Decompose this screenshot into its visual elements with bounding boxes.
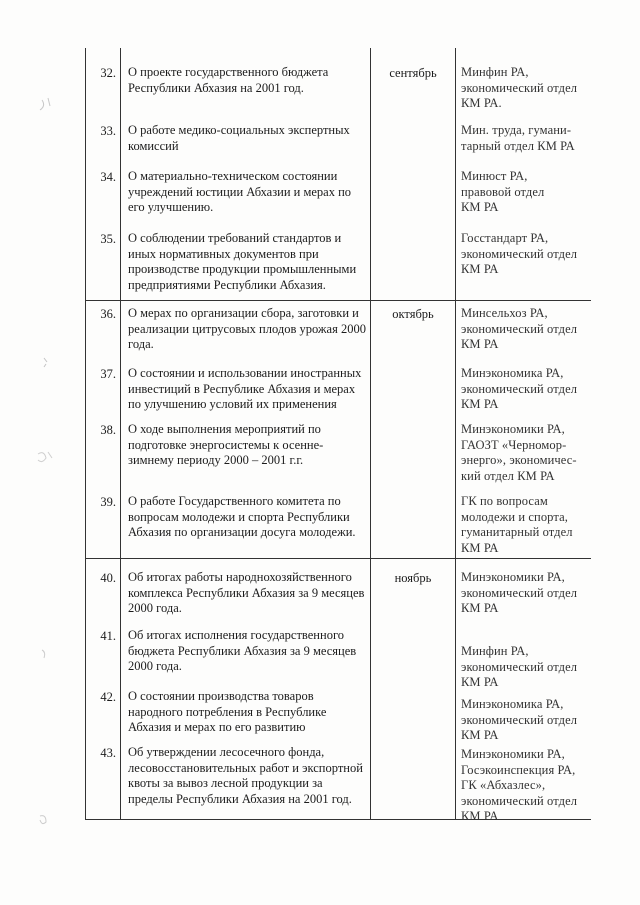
row-number: 41. [100, 629, 116, 643]
row-responsible: Мин. труда, гумани- тарный отдел КМ РА [461, 123, 575, 153]
plan-table [85, 48, 591, 823]
row-number: 38. [100, 423, 116, 437]
row-number: 40. [100, 571, 116, 585]
row-topic: О работе медико-социальных экспертных комиссий [128, 123, 350, 153]
month-separator-november [85, 558, 591, 559]
row-topic: О проекте государственного бюджета Республики Абхазия на 2001 год. [128, 65, 329, 95]
row-number: 39. [100, 495, 116, 509]
row-number: 37. [100, 367, 116, 381]
row-responsible: Минэкономика РА, экономический отдел КМ РА [461, 366, 578, 411]
row-responsible: Минфин РА, экономический отдел КМ РА [461, 644, 578, 689]
row-topic: О мерах по организации сбора, заготовки и реализации цитрусовых плодов урожая 2000 года. [128, 306, 366, 351]
row-responsible: Минюст РА, правовой отдел КМ РА [461, 169, 545, 214]
row-number: 42. [100, 690, 116, 704]
row-number: 32. [100, 66, 116, 80]
row-topic: О материально-техническом состоянии учреждений юстиции Абхазии и мерах по его улучшению. [128, 169, 352, 214]
row-topic: О состоянии и использовании иностранных инвестиций в Республике Абхазия и мерах по улучшению условий их применения [128, 366, 362, 411]
row-number: 35. [100, 232, 116, 246]
scan-artifact-marks [28, 90, 68, 850]
row-topic: О состоянии производства товаров народного потребления в Республике Абхазия и мерах по его развитию [128, 689, 327, 734]
row-month: октябрь [392, 307, 434, 321]
row-month: сентябрь [389, 66, 437, 80]
column-divider-month [455, 48, 456, 819]
column-divider-number [120, 48, 121, 819]
row-topic: Об итогах работы народнохозяйственного комплекса Республики Абхазия за 9 месяцев 2000 года. [128, 570, 365, 615]
row-topic: Об итогах исполнения государственного бюджета Республики Абхазия за 9 месяцев 2000 года. [128, 628, 357, 673]
row-month: ноябрь [394, 571, 432, 585]
row-topic: О работе Государственного комитета по вопросам молодежи и спорта Республики Абхазия по организации досуга молодежи. [128, 494, 356, 539]
row-number: 43. [100, 746, 116, 760]
row-number: 36. [100, 307, 116, 321]
row-responsible: Минэкономики РА, ГАОЗТ «Черномор- энерго», экономичес- кий отдел КМ РА [461, 422, 577, 483]
row-responsible: ГК по вопросам молодежи и спорта, гуманитарный отдел КМ РА [461, 494, 573, 555]
column-divider-topic [370, 48, 371, 819]
row-responsible: Минсельхоз РА, экономический отдел КМ РА [461, 306, 578, 351]
row-number: 34. [100, 170, 116, 184]
row-topic: О ходе выполнения мероприятий по подготовке энергосистемы к осенне- зимнему периоду 2000 – 2001 г.г. [128, 422, 324, 467]
row-responsible: Минэкономика РА, экономический отдел КМ РА [461, 697, 578, 742]
row-responsible: Минфин РА, экономический отдел КМ РА. [461, 65, 578, 110]
row-responsible: Госстандарт РА, экономический отдел КМ РА [461, 231, 578, 276]
row-responsible: Минэкономики РА, Госэкоинспекция РА, ГК «Абхазлес», экономический отдел КМ РА [461, 747, 578, 823]
row-number: 33. [100, 124, 116, 138]
month-separator-october [85, 300, 591, 301]
row-topic: Об утверждении лесосечного фонда, лесовосстановительных работ и экспортной квоты за вывоз лесной продукции за пределы Республики Абхазия на 2001 год. [128, 745, 363, 806]
row-topic: О соблюдении требований стандартов и иных нормативных документов при производстве продукции промышленными предприятиями Республики Абхазия. [128, 231, 357, 292]
row-responsible: Минэкономики РА, экономический отдел КМ РА [461, 570, 578, 615]
